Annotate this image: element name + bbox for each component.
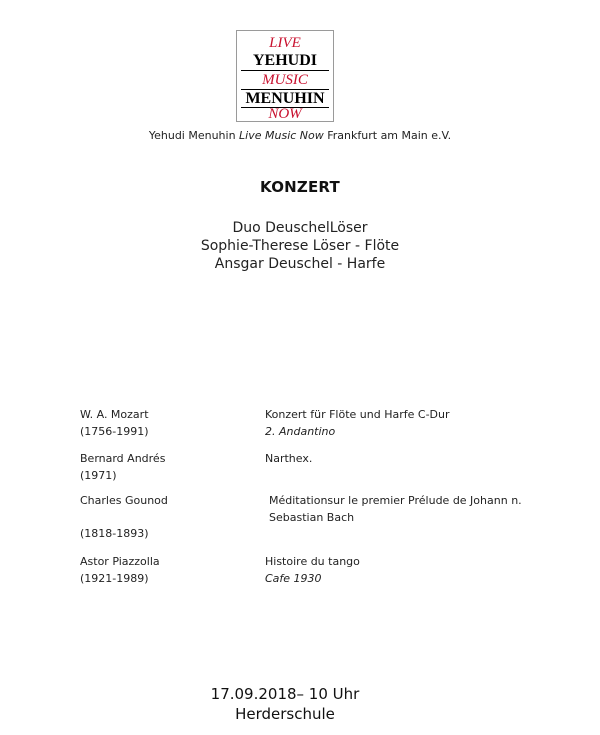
logo-menuhin: MENUHIN: [245, 90, 325, 107]
program-work: Narthex.: [265, 452, 313, 465]
program-dates: (1921-1989): [80, 572, 149, 585]
program-movement: Cafe 1930: [265, 572, 322, 585]
program-work: Histoire du tango: [265, 555, 360, 568]
organization-prefix: Yehudi Menuhin: [148, 129, 240, 142]
logo-now: NOW: [268, 106, 302, 122]
program-dates: (1818-1893): [80, 527, 149, 540]
program-composer: Charles Gounod: [80, 494, 168, 507]
organization-italic: Live Music Now: [239, 129, 324, 142]
logo-rule-top: [241, 70, 329, 71]
program-work-line2: Sebastian Bach: [269, 511, 355, 524]
performer-harp: Ansgar Deuschel - Harfe: [214, 256, 386, 272]
live-music-now-logo: [236, 30, 334, 122]
program-composer: Astor Piazzolla: [80, 555, 160, 568]
program-dates: (1971): [80, 469, 117, 482]
logo-yehudi: YEHUDI: [252, 52, 317, 69]
program-composer: W. A. Mozart: [80, 408, 149, 421]
performer-flute: Sophie-Therese Löser - Flöte: [200, 238, 400, 254]
organization-name: [0, 129, 600, 142]
program-dates: (1756-1991): [80, 425, 149, 438]
program-work: Konzert für Flöte und Harfe C-Dur: [265, 408, 450, 421]
concert-title: KONZERT: [260, 178, 340, 196]
program-work-line1: Méditationsur le premier Prélude de Johann n.: [269, 494, 522, 507]
event-venue: Herderschule: [235, 705, 335, 723]
organization-suffix: Frankfurt am Main e.V.: [323, 129, 452, 142]
logo-music: MUSIC: [262, 72, 308, 88]
logo-live: LIVE: [269, 35, 301, 51]
performer-duo: Duo DeuschelLöser: [232, 220, 368, 236]
program-movement: 2. Andantino: [265, 425, 336, 438]
program-composer: Bernard Andrés: [80, 452, 166, 465]
event-datetime: 17.09.2018– 10 Uhr: [210, 685, 360, 703]
